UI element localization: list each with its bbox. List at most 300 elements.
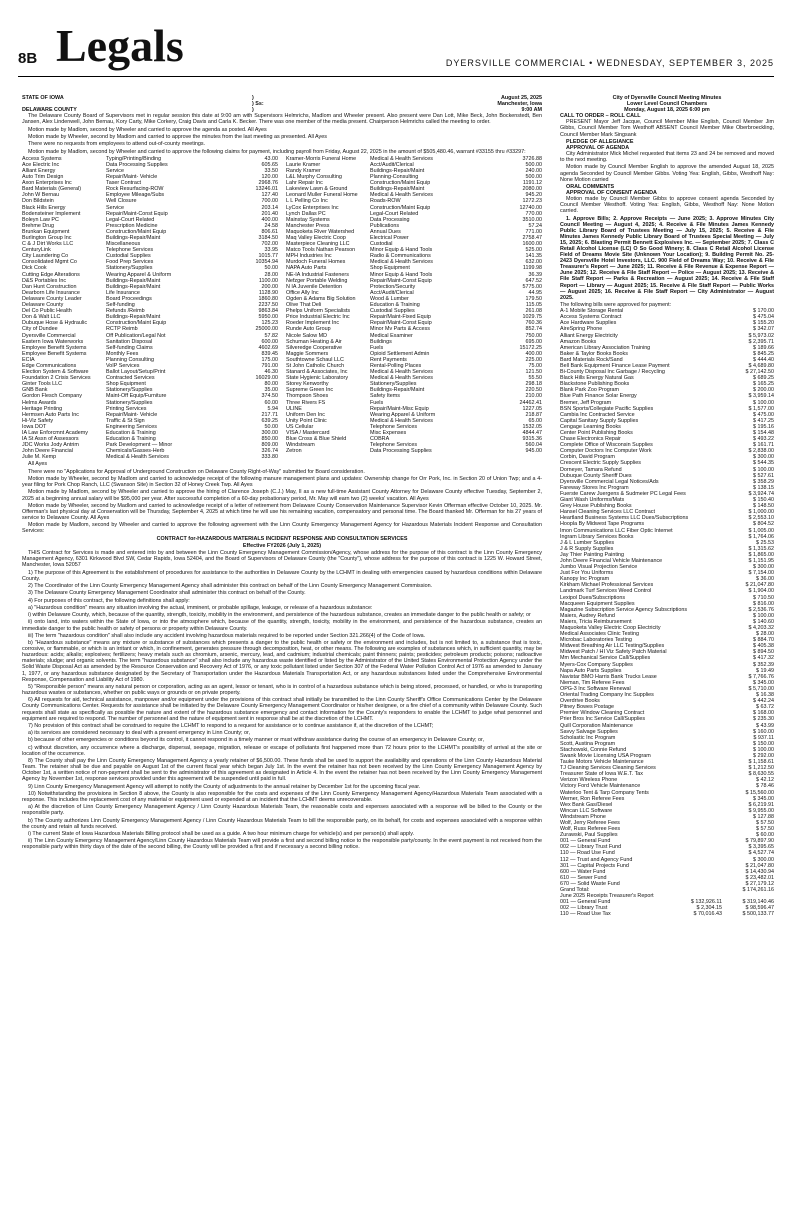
- claim-purpose: Contracted Services: [106, 375, 155, 382]
- claim-amount: 220.50: [525, 387, 542, 394]
- claim-purpose: Buildings-Repair/Maint: [370, 186, 425, 193]
- claim-purpose: Stationery/Supplies: [106, 387, 153, 394]
- claim-amount: 771.00: [525, 228, 542, 235]
- contract-paragraph: 7) No provision of this contract shall be construed to require the LCHMT to respond to a request for assistance or to continue assistance if, at the discretion of the LCHMT;: [28, 722, 434, 729]
- contract-paragraph: 5) "Responsible person" means any natural person or corporation, acting as an agent, lessor or tenant, who is in control of a hazardous substance which is being stored, processed, or handled, or who is transporting hazardous wastes or substances, whether on public ways or grounds or on private property.: [22, 683, 542, 697]
- claim-purpose: Electrical Power: [370, 235, 409, 241]
- agenda-text-1: City Administrator Mick Michel requested that items 23 and 24 be removed and moved to the next meeting.: [560, 151, 774, 164]
- bill-vendor: Stachowski, Connie Refund: [560, 746, 627, 753]
- city-minutes-title: City of Dyersville Council Meeting Minutes: [612, 95, 722, 101]
- claim-vendor: Dyersville Commercial: [22, 332, 76, 339]
- call-to-order-text: PRESENT Mayor Jeff Jacque, Council Member Mike English, Council Member Jim Gibbs, Council Member Tom Westhoff ABSENT Council Member Mike Oberbroeckling, Council Member Mark Singsank: [560, 119, 774, 138]
- claim-vendor: IA Law Enforcmnt Academy: [22, 430, 88, 436]
- bill-amount: $ 3,959.14: [748, 393, 774, 400]
- claim-vendor: Maq Valley Electric Coop: [286, 235, 346, 241]
- claim-amount: 839.45: [261, 350, 278, 357]
- bill-amount: $ 1,212.50: [748, 765, 774, 772]
- claim-amount: 374.50: [261, 393, 278, 400]
- claim-amount: 702.00: [261, 241, 278, 248]
- claim-vendor: Office Ally Inc: [286, 289, 319, 296]
- claim-amount: 760.36: [525, 320, 542, 327]
- claim-amount: 5950.00: [258, 314, 278, 321]
- contract-paragraph: a) At the discretion of Linn County Emergency Management Agency / Linn County Hazardous Materials Team, the reasonable costs and expenses associated with a response will be billed to the County or the responsible party.: [22, 804, 542, 817]
- claim-vendor: US Cellular: [286, 423, 314, 430]
- claim-vendor: Don Bildstein: [22, 198, 54, 205]
- bill-amount: $ 292.00: [753, 752, 774, 759]
- claim-purpose: Construction/Maint Equip: [106, 320, 167, 327]
- claim-purpose: Safety Items: [370, 393, 400, 400]
- claim-purpose: Medical & Health Services: [370, 417, 433, 424]
- claim-purpose: Park Development — Minor: [106, 442, 173, 449]
- claim-purpose: Annual Dues: [370, 228, 401, 235]
- claim-vendor: NAPA Auto Parts: [286, 265, 327, 272]
- claim-amount: 210.00: [525, 393, 542, 400]
- claim-amount: 647.52: [525, 277, 542, 284]
- bill-vendor: Midwest Patch / HI Viz Safety Patch Material: [560, 649, 667, 656]
- claim-amount: 33.50: [264, 167, 278, 174]
- minutes-paragraph: The Delaware County Board of Supervisors met in regular session this date at 9:00 am with Supervisors Helmrichs, Madlom and Wheeler present. Also present were Dan Lott, Mike Beck, John Bockenstedt, Ben Jansen, Alex Lindenwell, John Bernau, Kory Carty, Mike Corkery, Craig Davis and Carla K. Becker. There was one member of the media present. Chairperson Helmrichs called the meeting to order.: [22, 113, 542, 126]
- claim-purpose: Chemicals/Gasses-Herb: [106, 448, 165, 455]
- meeting-place: Manchester, Iowa: [497, 101, 542, 108]
- claim-amount: 9863.84: [258, 308, 278, 315]
- bill-amount: $ 7,766.76: [748, 673, 774, 680]
- claim-purpose: Buildings-Repair/Maint: [370, 167, 425, 174]
- bill-vendor: Complete Office of Wisconsin Supplies: [560, 442, 653, 449]
- bill-amount: $ 475.04: [753, 314, 774, 321]
- claim-vendor: Silveredge Cooperative: [286, 344, 343, 351]
- bill-amount: $ 352.39: [753, 661, 774, 668]
- claim-amount: 33.95: [264, 247, 278, 254]
- claim-purpose: Stationery/Supplies: [370, 381, 417, 388]
- bill-amount: $ 36.00: [756, 576, 774, 583]
- claim-vendor: Iowa DOT: [22, 423, 47, 430]
- bill-amount: $ 42.12: [756, 777, 774, 784]
- bill-vendor: Maiers, Audrey Refund: [560, 612, 615, 619]
- bill-vendor: Wolf, Russ Referee Fees: [560, 826, 621, 833]
- claim-vendor: N IA Juvenile Detention: [286, 283, 343, 290]
- claim-vendor: D&S Portables Inc: [22, 277, 67, 284]
- claim-vendor: John Deere Financial: [22, 448, 73, 455]
- bill-amount: $ 884.70: [753, 637, 774, 644]
- bill-amount: $ 57.50: [756, 826, 774, 833]
- bill-vendor: Cambia Inc Contracted Service: [560, 411, 635, 418]
- bill-amount: $ 358.29: [753, 478, 774, 485]
- bill-amount: $ 100.00: [753, 466, 774, 473]
- claim-vendor: State Hygienic Laboratory: [286, 375, 349, 382]
- bill-amount: $ 200.00: [753, 387, 774, 394]
- claim-vendor: Kramer-Morris Funeral Home: [286, 155, 357, 162]
- bill-amount: $ 689.25: [753, 375, 774, 382]
- bill-amount: $ 417.25: [753, 417, 774, 424]
- bill-vendor: Wincan LLC Software: [560, 807, 613, 814]
- bill-amount: $ 195.16: [753, 423, 774, 430]
- claim-amount: 115.05: [525, 302, 542, 309]
- bill-vendor: Kanopy Inc Program: [560, 576, 610, 583]
- claim-vendor: Brehme Drug: [22, 222, 55, 229]
- claim-vendor: Zetron: [286, 448, 302, 455]
- bill-vendor: Alliant Energy Electricity: [560, 332, 618, 339]
- claim-vendor: Access Systems: [22, 155, 62, 162]
- bill-amount: $ 1,005.00: [748, 527, 774, 534]
- claim-vendor: Employee Benefit Systems: [22, 350, 87, 357]
- agenda-heading: APPROVAL OF AGENDA: [566, 144, 630, 151]
- claim-amount: 525.00: [525, 247, 542, 254]
- claim-purpose: Ballot Layout/Setup/Print: [106, 369, 166, 376]
- claim-purpose: Minor Equip & Hand Tools: [370, 247, 433, 254]
- claim-vendor: MPH Industries Inc: [286, 253, 332, 260]
- claim-purpose: COBRA: [370, 436, 390, 443]
- claim-amount: 141.35: [525, 253, 542, 260]
- legals-page: [22, 95, 774, 1210]
- claim-vendor: Alliant Energy: [22, 167, 56, 174]
- meeting-date: August 25, 2025: [500, 95, 542, 101]
- claim-amount: 2758.47: [522, 235, 542, 241]
- bill-amount: $ 1,764.06: [748, 533, 774, 540]
- minutes-paragraph: Motion made by Wheeler, second by Madlom and carried to acknowledge receipt of the following manure management plans and updates: Ownership change for Orr Pork, Inc. in Section 20 of Union Twp; and a 4-year filing for Pork Chop Ranch, LLC (Swanson Site) in Section 32 of Honey Creek Twp. All Ayes: [22, 476, 542, 489]
- bill-amount: $ 1,151.95: [748, 557, 774, 564]
- claim-purpose: Repair/Maint-Const Equip: [370, 277, 432, 284]
- claim-amount: 639.25: [261, 417, 278, 424]
- claim-row: [286, 448, 542, 454]
- bills-list: [560, 308, 774, 893]
- claim-purpose: Buildings-Repair/Maint: [106, 283, 161, 290]
- claim-vendor: Lynch Dallas PC: [286, 210, 326, 217]
- claim-vendor: L L Pelling Co Inc: [286, 198, 328, 205]
- claim-amount: 400.00: [261, 216, 278, 223]
- contract-paragraph: THIS Contract for Services is made and entered into by and between the Linn County Emergency Management Commission/Agency, whose address for the purpose of this contract is the Linn County Emergency Management Agency, 6301 Kirkwood Blvd SW, Cedar Rapids, Iowa 52404, and the Board of Supervisors of Delaware County (the "County"), whose address for the purpose of this contract is 1225 W. Howard Street, Manchester, Iowa 52057: [22, 550, 542, 569]
- claim-purpose: Rock Resurfacing-ROW: [106, 186, 164, 193]
- claim-amount: 36.39: [528, 271, 542, 278]
- bill-amount: $ 475.00: [753, 411, 774, 418]
- claim-amount: 700.00: [261, 198, 278, 205]
- claim-vendor: Del Co Public Health: [22, 308, 72, 315]
- claim-amount: 791.00: [261, 362, 278, 369]
- claim-vendor: ECIA: [22, 356, 35, 363]
- bill-amount: $ 57.50: [756, 820, 774, 826]
- bill-vendor: Wolf, Jerry Referee Fees: [560, 820, 620, 826]
- claim-amount: 225.00: [525, 356, 542, 363]
- bill-amount: $ 804.52: [753, 521, 774, 528]
- claim-amount: 600.00: [261, 338, 278, 345]
- claim-vendor: Election System & Software: [22, 369, 89, 376]
- claim-amount: 24.58: [264, 222, 278, 229]
- claim-vendor: Burlington Group Inc: [22, 235, 72, 241]
- bill-amount: $ 170.00: [753, 308, 774, 315]
- claim-purpose: Shop Equipment: [106, 381, 146, 388]
- claim-row: [22, 454, 278, 460]
- claim-amount: 945.00: [525, 448, 542, 455]
- claim-purpose: Buildings-Repair/Maint: [370, 387, 425, 394]
- claim-amount: 16029.00: [255, 375, 278, 382]
- contract-effective: Effective FY2026 (July 1, 2025): [242, 542, 322, 549]
- bill-vendor: Napa Auto Parts Supplies: [560, 667, 622, 674]
- claim-vendor: Nicole Salow MD: [286, 332, 328, 339]
- claim-amount: 1199.98: [522, 265, 542, 272]
- bill-vendor: Verizon Wireless Phone: [560, 777, 618, 784]
- claim-vendor: Masterpiece Cleaning LLC: [286, 241, 350, 248]
- claim-vendor: Supreme Green Inc: [286, 387, 334, 394]
- claim-amount: 28.00: [264, 271, 278, 278]
- minutes-paragraph: All Ayes: [28, 461, 48, 468]
- bill-amount: $ 2,838.00: [748, 448, 774, 455]
- bill-amount: $ 1,904.00: [748, 588, 774, 595]
- bill-amount: $ 160.00: [753, 728, 774, 735]
- bill-amount: $ 100.00: [753, 612, 774, 619]
- claim-amount: 1272.23: [522, 198, 542, 205]
- bill-amount: $ 345.00: [753, 679, 774, 686]
- claim-amount: 218.87: [525, 411, 542, 418]
- claim-purpose: Wearing Apparel & Uniform: [106, 271, 172, 278]
- city-minutes-column: [560, 95, 774, 1210]
- bill-vendor: Blue Path Finance Solar Energy: [560, 393, 637, 400]
- paper-dateline: DYERSVILLE COMMERCIAL • WEDNESDAY, SEPTEMBER 3, 2025: [445, 58, 774, 68]
- bill-vendor: Grey House Publishing Books: [560, 503, 632, 510]
- claim-amount: 2237.50: [258, 302, 278, 309]
- state-ss: ) Ss:: [252, 101, 264, 108]
- claim-vendor: Dan Hunt Construction: [22, 283, 77, 290]
- bill-vendor: Dyersville Commercial Legal Notices/Ads: [560, 478, 659, 485]
- claim-amount: 1860.80: [258, 295, 278, 302]
- claim-vendor: Runde Auto Group: [286, 326, 331, 333]
- bill-vendor: Maquoketa Valley Electric Coop Electricity: [560, 625, 661, 631]
- pledge-heading: PLEDGE OF ALLEGIANCE: [566, 138, 634, 145]
- claim-purpose: Food Prep Services: [106, 259, 154, 266]
- claim-amount: 806.61: [261, 228, 278, 235]
- bill-amount: $ 8,630.55: [748, 771, 774, 778]
- bill-amount: $ 14,430.94: [745, 868, 774, 875]
- contract-paragraph: 6) All requests for aid, technical assistance, manpower and/or equipment under the provisions of this contract shall initially be transmitted to the Linn County Sheriff's Office Communications Center by the Delaware County Communications Center. Requests for assistance shall be initiated by the Delaware County Emergency Management Coordinator or his/her designee, or a fire chief of a community within Delaware County. Such requests shall state as specifically as possible the nature and extent of the hazardous substance emergency and contact information for the County's responders to enable the LCHMT to judge what personnel and equipment are required to respond. The number of personnel and the nature of equipment sent in response shall be at the discretion of the LCHMT.: [22, 697, 542, 722]
- bill-vendor: Ace Hardware Supplies: [560, 320, 617, 327]
- claim-vendor: Dick Cook: [22, 265, 47, 272]
- bill-amount: $ 78.46: [756, 783, 774, 790]
- claim-vendor: Brunkan Equipment: [22, 228, 70, 235]
- bill-amount: $ 3,395.65: [748, 844, 774, 851]
- claim-vendor: Nefzger Portable Welding: [286, 277, 348, 284]
- claim-amount: 203.14: [261, 204, 278, 211]
- claim-vendor: Ogden & Adams Big Solution: [286, 295, 356, 302]
- bill-amount: $ 63.72: [756, 704, 774, 711]
- bill-amount: $ 1,315.62: [748, 545, 774, 552]
- claim-vendor: Uniform Den Inc: [286, 411, 325, 418]
- claim-vendor: Three Rivers FS: [286, 399, 326, 406]
- claim-purpose: Sanitation Disposal: [106, 338, 153, 345]
- claim-purpose: Roads-ROW: [370, 198, 401, 205]
- claim-purpose: Printing Services: [106, 405, 147, 412]
- claim-amount: 9315.36: [522, 436, 542, 443]
- claim-purpose: Data Processing: [370, 216, 410, 223]
- contract-paragraph: 8) The County shall pay the Linn County Emergency Management Agency a yearly retainer of $6,500.00. These funds shall be used to support the availability and operations of the Linn County Hazardous Material Team. The retainer shall be due and payable on August 1st of the current fiscal year which began July 1st. In the event the retainer has not been received by the Linn County Emergency Management Agency by October 1st, a written notice of non-payment shall be sent to the administrator of this agreement as designated in Article 4. In the event the retainer has not been received by the Linn County Emergency Management Agency by November 1st, response services provided under this agreement will be suspended until paid in full.: [22, 758, 542, 783]
- claim-purpose: Refunds /Reimb: [106, 308, 145, 315]
- claim-purpose: Education & Training: [106, 430, 156, 436]
- bill-amount: $ 79,897.90: [745, 838, 774, 845]
- claim-purpose: Medical & Health Services: [370, 192, 433, 199]
- bill-vendor: Dubuque County Sheriff Dues: [560, 472, 632, 479]
- claim-vendor: Windstream: [286, 442, 315, 449]
- claim-purpose: Medical & Health Services: [370, 375, 433, 382]
- bill-vendor: Corbin, David Program: [560, 454, 615, 461]
- claim-purpose: Repair/Maint-Const Equip: [370, 320, 432, 327]
- bill-amount: $ 845.25: [753, 350, 774, 357]
- claim-purpose: Buildings-Repair/Maint: [106, 277, 161, 284]
- claim-vendor: Hermsen Auto Parts Inc: [22, 411, 79, 418]
- bill-amount: $ 100.00: [753, 746, 774, 753]
- bill-amount: $ 21,047.80: [745, 862, 774, 869]
- claim-purpose: Taser Contract: [106, 180, 142, 187]
- claim-amount: 605.65: [261, 161, 278, 168]
- claim-vendor: Randy Kramer: [286, 167, 321, 174]
- claim-amount: 945.20: [525, 192, 542, 199]
- bill-amount: $ 165.25: [753, 381, 774, 388]
- bill-vendor: Chase Electronics Repair: [560, 436, 621, 443]
- claim-purpose: Data Processing Supplies: [370, 448, 432, 455]
- bill-vendor: Overdrive Books: [560, 698, 600, 705]
- contract-paragraph: b) "Hazardous substance" means any mixture or substance of substances which presents a danger to the public health or safety or the environment and includes, but is not limited to, a substance that is toxic, corrosive, or flammable, or which is an irritant or which, in confinement, generates pressure through decomposition, heat, or other means. The following are examples of substances which, in sufficient quantity, may be hazardous: acids; alkalis; explosives; fertilizers; heavy metals such as chromium, arsenic, mercury, lead, and cadmium; industrial chemicals; paint thinners; paints; pesticides; petroleum products; poisons; radioactive materials; sludge; and organic solvents. The term "hazardous substance" shall also include any hazardous waste identified or listed by the Administrator of the United States Environmental Protection Agency under the Solid Waste Disposal Act as amended by the Resource Conservation and Recovery Act of 1976, or any toxic pollutant listed under Section 307 of the Federal Water Pollution Control Act of 1976 as amended to January 1, 1977, or any hazardous substance designated by the Secretary of Transportation under the Hazardous Materials Transportation Act, or any hazardous substances listed under the Comprehensive Environmental Response, Compensation and Liability Act of 1980.: [22, 640, 542, 683]
- contract-paragraph: 10) Notwithstanding the provisions in Section 8 above, the County is also responsible for the costs and expenses of the Linn County Emergency Management Agency/Hazardous Materials Team associated with a response. This includes the replacement cost of any material or equipment used or expended at an incident that the LCHMT deems unrecoverable.: [22, 790, 542, 804]
- claim-vendor: Cutting Edge Alterations: [22, 271, 80, 278]
- claim-vendor: Lakeview Lawn & Ground: [286, 186, 348, 193]
- bill-amount: $ 894.50: [753, 649, 774, 656]
- claim-vendor: Southtowne Schaul LLC: [286, 356, 344, 363]
- claims-right: [286, 156, 542, 461]
- claim-amount: 80.00: [264, 381, 278, 388]
- claim-purpose: Opioid Settlement Admin: [370, 350, 430, 357]
- contract-paragraph: 9) Linn County Emergency Management Agency will attempt to notify the County of adjustments to the annual retainer by December 1st for the upcoming fiscal year.: [28, 783, 421, 790]
- claim-purpose: Service: [106, 204, 124, 211]
- claim-amount: 121.50: [525, 369, 542, 376]
- bill-amount: $ 174,261.16: [742, 887, 774, 894]
- receipt-month: $ 2,304.15: [696, 905, 722, 912]
- bill-vendor: Heartland Business Systems LLC Dues/Subscriptions: [560, 515, 689, 522]
- claim-amount: 2968.76: [258, 180, 278, 187]
- claim-amount: 4602.69: [258, 344, 278, 351]
- claim-amount: 46.30: [264, 369, 278, 376]
- call-to-order-heading: CALL TO ORDER – ROLL CALL: [560, 113, 641, 120]
- bill-vendor: 610 — Sewer Fund: [560, 874, 607, 881]
- claim-purpose: RCTP Reimb: [106, 326, 138, 333]
- bill-vendor: Savvy Salvage Supplies: [560, 728, 618, 735]
- bill-vendor: Mm Mechanical Service Call/Supplies: [560, 655, 651, 662]
- claim-purpose: Buildings: [370, 338, 392, 345]
- consent-text: Motion made by Council Member Gibbs to approve consent agenda Seconded by Council Member Westhoff. Voting Yea: English, Gibbs, Westhoff Nay: None Motion carried.: [560, 196, 774, 215]
- claim-purpose: Construction/Maint Equip: [370, 180, 431, 187]
- claim-vendor: Roeder Implement Inc: [286, 320, 340, 327]
- bill-vendor: Magazine Subscription Service Agency Subscriptions: [560, 606, 688, 613]
- claim-amount: 25000.00: [255, 326, 278, 333]
- bill-amount: $ 5,710.00: [748, 685, 774, 692]
- claim-amount: 850.00: [261, 436, 278, 443]
- contract-paragraph: 1) The purpose of this Agreement is the establishment of procedures for assistance to the authorities in Delaware County by the LCHMT in dealing with emergencies caused by hazardous conditions within Delaware County.: [22, 569, 542, 582]
- bill-vendor: BSN Sports/Collegiate Pacific Supplies: [560, 405, 654, 412]
- bill-vendor: Scott, Austina Program: [560, 740, 616, 747]
- claim-vendor: Black Hills Energy: [22, 204, 66, 211]
- claim-purpose: VoIP Services: [106, 362, 140, 369]
- claim-purpose: Repair/Maint-Misc Equip: [370, 405, 429, 412]
- claim-amount: 3184.50: [258, 235, 278, 241]
- bill-amount: $ 16.38: [756, 692, 774, 699]
- board-minutes-column: [22, 95, 542, 1210]
- bill-vendor: Ingram Library Services Books: [560, 533, 634, 540]
- claim-amount: 695.00: [525, 338, 542, 345]
- after-claims-paragraphs: [22, 461, 542, 534]
- claim-purpose: Typing/Printing/Binding: [106, 155, 162, 162]
- bill-amount: $ 138.15: [753, 484, 774, 491]
- claim-amount: 3726.88: [522, 155, 542, 162]
- claim-vendor: GNB Bank: [22, 387, 48, 394]
- claim-purpose: Buildings-Repair/Maint: [106, 314, 161, 321]
- bill-amount: $ 342.07: [753, 326, 774, 333]
- contract-paragraph: a) "Hazardous condition" means any situation involving the actual, imminent, or probable spillage, leakage, or release of a hazardous substance:: [28, 604, 373, 611]
- claim-vendor: L&L Murphy Consulting: [286, 174, 342, 181]
- bill-vendor: Bell Bank Equipment Finance Lease Payment: [560, 362, 670, 369]
- claim-amount: 127.40: [261, 192, 278, 199]
- bill-vendor: Imon Communications LLC Fiber Optic Internet: [560, 527, 673, 534]
- bill-vendor: Grand Total:: [560, 887, 590, 894]
- claim-vendor: Murdoch Funeral Homes: [286, 259, 346, 266]
- consent-items: 1. Approve Bills; 2. Approve Receipts — June 2025; 3. Approve Minutes City Council Meeting — August 4, 2025; 4. Receive & File Minutes James Kennedy Public Library Board of Trustees Meeting — July 15, 2025; 5. Receive & File Minutes James Kennedy Public Library Board of Trustees Special Meeting — July 15, 2025; 6. Blasting Permit Bennett Explosives Inc. — September 2025; 7. Class C Retail Alcohol License (LC) O So Good Winery; 8. Class C Retail Alcohol License Field of Dreams Movie Site (Unknown Your Location); 9. Building Permit No. 25-2423 Dyersville Hotel Investors, LLC. 900 Field of Dreams Way; 10. Receive & File Treasurer's Report — June 2025; 11. Receive & File Revenue & Expense Report — June 2025; 12. Receive & File Staff Report — Police — August 2025; 13. Receive & File Staff Report — Parks & Recreation — August 2025; 14. Receive & File Staff Report — Library — August 2025; 15. Receive & File Staff Report — Public Works — August 2025; 16. Receive & File Staff Report — City Administrator — August 2025.: [560, 215, 774, 301]
- claim-vendor: Axon Enterprises Inc: [22, 180, 72, 187]
- bill-vendor: Pitney Bowes Postage: [560, 704, 614, 711]
- section-number: 8B: [18, 50, 38, 67]
- bill-vendor: Hansel Cleaning Services LLC Contract: [560, 509, 655, 516]
- claim-vendor: Stanard & Associates, Inc: [286, 369, 348, 376]
- bill-amount: $ 1,865.00: [748, 551, 774, 558]
- minutes-paragraph: Motion made by Madlom, second by Wheeler and carried to approve the following agreement with the Linn County Emergency Management Agency for Hazardous Materials Incident Response and Consultation Services:: [22, 522, 542, 535]
- bill-amount: $ 27,142.50: [745, 369, 774, 376]
- claim-amount: 326.74: [261, 448, 278, 455]
- claim-amount: 632.00: [525, 259, 542, 266]
- claim-amount: 5775.00: [522, 283, 542, 290]
- bill-amount: $ 493.22: [753, 436, 774, 443]
- bill-vendor: Macqueen Equipment Supplies: [560, 600, 635, 607]
- bill-vendor: Bi-County Disposal Inc Garbage / Recycling: [560, 369, 665, 376]
- claim-vendor: ULINE: [286, 405, 302, 412]
- claim-purpose: Board Proceedings: [106, 295, 152, 302]
- bill-vendor: J & L Lumber Supplies: [560, 539, 615, 546]
- county-paren: ): [252, 107, 254, 114]
- contract-paragraph: b) The County authorizes Linn County Emergency Management Agency / Linn County Hazardous Materials Team to bill the responsible party, on its behalf, for costs and expenses associated with a response within the county and retain all funds received.: [22, 817, 542, 830]
- bill-vendor: Waterloo Tent & Tarp Company Tents: [560, 789, 649, 796]
- bill-vendor: Swank Movie Licensing USA Program: [560, 752, 651, 759]
- bill-vendor: Navistar BMO Harris Bank Trucks Lease: [560, 673, 657, 680]
- claim-purpose: Shop Equipment: [370, 265, 410, 272]
- claim-vendor: Dubuque Hose & Hydraulic: [22, 320, 88, 327]
- claim-amount: 1532.05: [522, 423, 542, 430]
- claim-purpose: Repair/Maint- Vehicle: [106, 174, 158, 181]
- contract-paragraph: 3) The Delaware County Emergency Management Coordinator shall administer this contract on behalf of the County.: [28, 590, 306, 597]
- bill-amount: $ 23,482.01: [745, 874, 774, 881]
- bill-amount: $ 527.61: [753, 472, 774, 479]
- claim-purpose: Engineering Services: [106, 423, 157, 430]
- contract-paragraph: ii) onto land, into waters within the State of Iowa, or into the atmosphere which, because of the quantity, strength, toxicity, mobility in the environment, and persistence of the hazardous substance, creates an immediate danger to the public health or safety of persons or property within Delaware County.: [22, 619, 542, 632]
- claim-vendor: Olive That Deli: [286, 302, 322, 309]
- claim-vendor: Lahr Repair Inc: [286, 180, 323, 187]
- claim-purpose: Data Processing Supplies: [106, 161, 168, 168]
- claim-amount: 44.95: [528, 289, 542, 296]
- bill-vendor: TJ Cleaning Services Cleaning Services: [560, 765, 656, 772]
- claim-amount: 1128.90: [258, 289, 278, 296]
- bill-vendor: Just For You Uniforms: [560, 570, 614, 577]
- bill-vendor: Computer Doctors Inc Computer Work: [560, 448, 652, 455]
- bill-amount: $ 1,000.00: [748, 509, 774, 516]
- claim-purpose: Medical & Health Services: [370, 369, 433, 376]
- bill-amount: $ 816.00: [753, 600, 774, 607]
- claim-vendor: Delaware County Leader: [22, 295, 82, 302]
- claim-amount: 3510.00: [522, 216, 542, 223]
- bill-vendor: Center Point Publishing Books: [560, 430, 633, 436]
- bill-amount: $ 2,395.71: [748, 338, 774, 345]
- bill-vendor: Victory Ford Vehicle Maintenance: [560, 783, 641, 790]
- claim-vendor: Mainstay Systems: [286, 216, 330, 223]
